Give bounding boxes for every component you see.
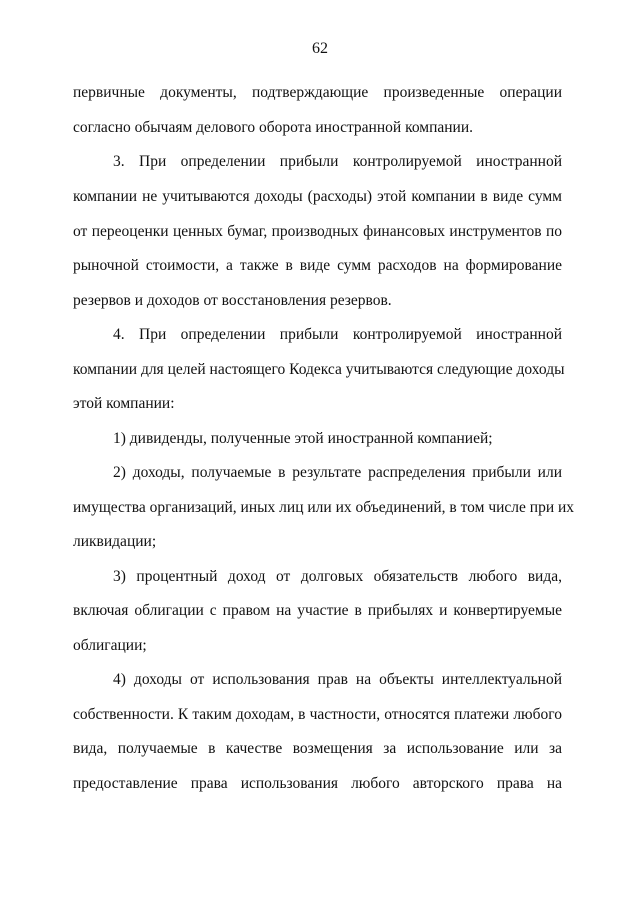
text-line: предоставление права использования любого авторского права на (73, 775, 562, 792)
text-line: 2) доходы, получаемые в результате распределения прибыли или (113, 464, 562, 481)
text-line: 1) дивиденды, полученные этой иностранной компанией; (113, 430, 493, 447)
text-line: 4) доходы от использования прав на объекты интеллектуальной (113, 671, 562, 688)
text-line: 4. При определении прибыли контролируемой иностранной (113, 326, 562, 343)
text-line: компании не учитываются доходы (расходы) этой компании в виде сумм (73, 188, 562, 205)
text-line: компании для целей настоящего Кодекса учитываются следующие доходы (73, 361, 565, 378)
text-line: первичные документы, подтверждающие произведенные операции (73, 84, 562, 101)
text-line: резервов и доходов от восстановления резервов. (73, 292, 392, 309)
text-line: от переоценки ценных бумаг, производных финансовых инструментов по (73, 223, 562, 240)
text-line: собственности. К таким доходам, в частности, относятся платежи любого (73, 706, 562, 723)
text-line: имущества организаций, иных лиц или их объединений, в том числе при их (73, 499, 575, 516)
page-number: 62 (312, 40, 328, 57)
text-line: облигации; (73, 637, 147, 654)
text-line: вида, получаемые в качестве возмещения за использование или за (73, 740, 562, 757)
text-line: включая облигации с правом на участие в прибылях и конвертируемые (73, 602, 562, 619)
text-line: ликвидации; (73, 533, 157, 550)
text-line: согласно обычаям делового оборота иностранной компании. (73, 119, 474, 136)
text-line: 3) процентный доход от долговых обязательств любого вида, (113, 568, 562, 585)
text-line: 3. При определении прибыли контролируемой иностранной (113, 153, 562, 170)
text-line: этой компании: (73, 395, 175, 412)
text-line: рыночной стоимости, а также в виде сумм расходов на формирование (73, 257, 562, 274)
